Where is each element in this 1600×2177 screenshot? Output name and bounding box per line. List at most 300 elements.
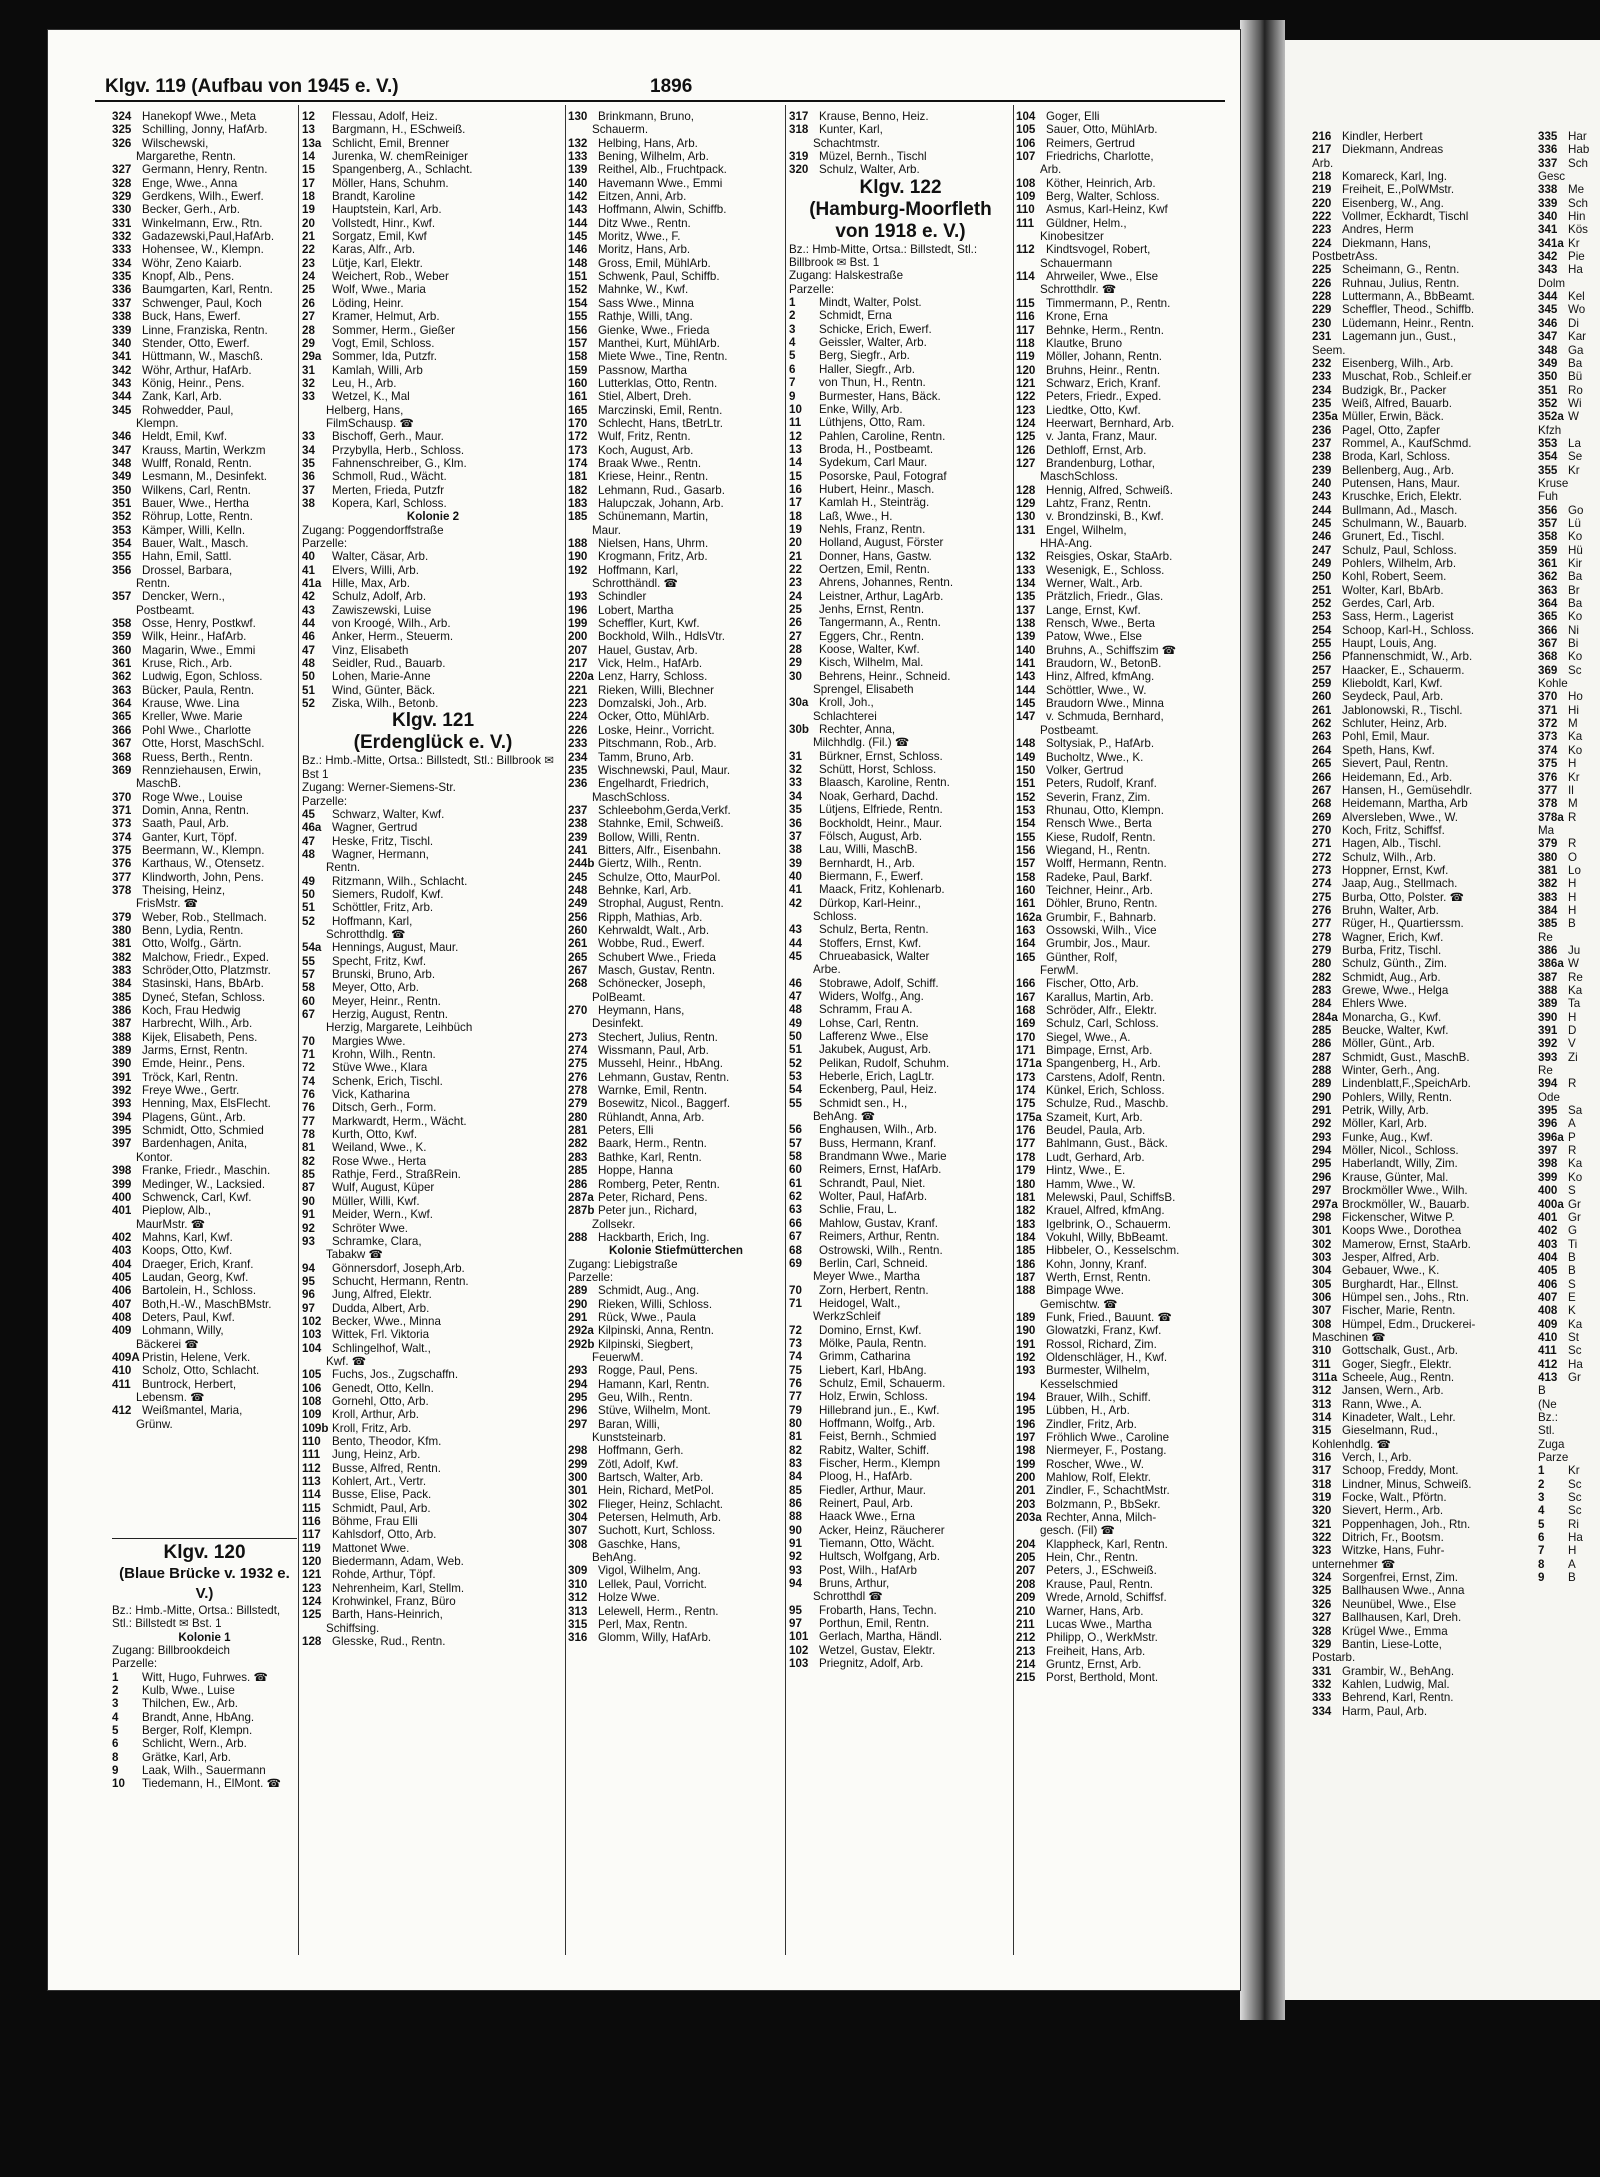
entry-line bbox=[1312, 210, 1537, 223]
parcel-number: 393 bbox=[112, 1097, 132, 1111]
entry-line bbox=[302, 1035, 564, 1048]
parcel-number: 97 bbox=[789, 1617, 802, 1631]
parcel-number: 41 bbox=[789, 883, 802, 897]
occupant-text: Barth, Hans-Heinrich, bbox=[332, 1608, 443, 1622]
occupant-text: Sch bbox=[1568, 196, 1588, 210]
parcel-number: 409 bbox=[1538, 1317, 1558, 1331]
occupant-text: Stüve, Wilhelm, Mont. bbox=[598, 1404, 711, 1418]
occupant-text: Ploog, H., HafArb. bbox=[819, 1470, 913, 1484]
parcel-number: 376 bbox=[1538, 770, 1558, 784]
parcel-number: 380 bbox=[112, 923, 132, 937]
entry-line bbox=[1538, 1104, 1600, 1117]
entry-line bbox=[302, 243, 564, 256]
entry-line bbox=[1538, 183, 1600, 196]
parcel-number: 135 bbox=[1016, 590, 1036, 604]
occupant-text: Schulz, Berta, Rentn. bbox=[819, 923, 929, 937]
entry-line bbox=[112, 977, 297, 990]
entry-line bbox=[1016, 1111, 1238, 1124]
parcel-number: 280 bbox=[1312, 957, 1332, 971]
entry-line bbox=[1016, 1551, 1238, 1564]
entry-line bbox=[1538, 290, 1600, 303]
entry-line bbox=[112, 270, 297, 283]
entry-line bbox=[568, 857, 784, 870]
parcel-number: 33 bbox=[302, 390, 315, 404]
occupant-text: Hoffmann, Karl, bbox=[598, 563, 679, 577]
entry-line bbox=[1538, 984, 1600, 997]
occupant-text: Chrueabasick, Walter bbox=[819, 949, 930, 963]
occupant-text: Knopf, Alb., Pens. bbox=[142, 270, 235, 284]
entry-line bbox=[568, 470, 784, 483]
note-line: (Ne bbox=[1538, 1397, 1557, 1411]
occupant-text: Flessau, Adolf, Heiz. bbox=[332, 110, 438, 123]
occupant-text: Hintz, Wwe., E. bbox=[1046, 1164, 1126, 1178]
entry-line bbox=[568, 737, 784, 750]
entry-line bbox=[302, 1595, 564, 1608]
entry-line bbox=[568, 1418, 784, 1431]
parcel-number: 385 bbox=[112, 990, 132, 1004]
entry-line bbox=[302, 550, 564, 563]
entry-line bbox=[302, 283, 564, 296]
parcel-number: 362 bbox=[1538, 570, 1558, 584]
entry-line bbox=[568, 1324, 784, 1337]
occupant-text: Rathje, Ferd., StraßRein. bbox=[332, 1168, 461, 1182]
occupant-text: Holz, Erwin, Schloss. bbox=[819, 1390, 928, 1404]
occupant-text: Böhme, Frau Elli bbox=[332, 1515, 418, 1529]
occupant-text: Kulb, Wwe., Luise bbox=[142, 1684, 235, 1698]
entry-line bbox=[568, 831, 784, 844]
parcel-number: 328 bbox=[112, 176, 132, 190]
occupant-text: Eitzen, Anni, Arb. bbox=[598, 190, 687, 204]
occupant-text: Nehls, Franz, Rentn. bbox=[819, 522, 926, 536]
parcel-number: 44 bbox=[789, 936, 802, 950]
occupant-text: Glomm, Willy, HafArb. bbox=[598, 1631, 712, 1645]
occupant-text: Magarin, Wwe., Emmi bbox=[142, 643, 256, 657]
entry-line bbox=[1016, 1444, 1238, 1457]
parcel-number: 342 bbox=[1538, 250, 1558, 264]
parcel-number: 325 bbox=[1312, 1584, 1332, 1598]
parcel-number: 229 bbox=[1312, 303, 1332, 317]
entry-line bbox=[789, 496, 1012, 509]
entry-line bbox=[1016, 1364, 1238, 1377]
entry-line bbox=[112, 550, 297, 563]
occupant-text: Lagemann jun., Gust., bbox=[1342, 330, 1457, 344]
parcel-number: 203 bbox=[1016, 1497, 1036, 1511]
occupant-text: Werner, Walt., Arb. bbox=[1046, 577, 1143, 591]
occupant-text: Heidemann, Martha, Arb bbox=[1342, 797, 1468, 811]
entry-line bbox=[789, 110, 1012, 123]
parcel-number: 306 bbox=[1312, 1290, 1332, 1304]
occupant-text: Wilkens, Carl, Rentn. bbox=[142, 483, 251, 497]
parcel-number: 412 bbox=[112, 1404, 132, 1418]
occupant-text: Benn, Lydia, Rentn. bbox=[142, 923, 244, 937]
entry-line bbox=[112, 337, 297, 350]
parcel-number: 334 bbox=[112, 256, 132, 270]
occupant-text: Deters, Paul, Kwf. bbox=[142, 1310, 235, 1324]
column-1 bbox=[112, 110, 297, 1431]
occupant-text: Br bbox=[1568, 583, 1580, 597]
parcel-number: 340 bbox=[112, 336, 132, 350]
parcel-number: 25 bbox=[302, 283, 315, 297]
entry-line bbox=[112, 1324, 297, 1337]
entry-line bbox=[1016, 1578, 1238, 1591]
occupant-text: Radeke, Paul, Barkf. bbox=[1046, 870, 1153, 884]
occupant-text: Rennziehausen, Erwin, bbox=[142, 763, 262, 777]
occupant-text: Miete Wwe., Tine, Rentn. bbox=[598, 350, 728, 364]
parcel-number: 296 bbox=[1312, 1170, 1332, 1184]
occupant-text: Havemann Wwe., Emmi bbox=[598, 176, 723, 190]
entry-line bbox=[1538, 370, 1600, 383]
occupant-text: Burmester, Wilhelm, bbox=[1046, 1364, 1150, 1378]
occupant-text: Wrede, Arnold, Schiffsf. bbox=[1046, 1591, 1167, 1605]
occupant-text: Krone, Erna bbox=[1046, 310, 1108, 324]
parcel-number: 40 bbox=[302, 550, 315, 564]
parcel-number: 305 bbox=[1312, 1277, 1332, 1291]
entry-line bbox=[789, 1257, 1012, 1270]
occupant-text: Gr bbox=[1568, 1210, 1581, 1224]
entry-line bbox=[789, 830, 1012, 843]
entry-line bbox=[1016, 377, 1238, 390]
occupant-text: Klautke, Bruno bbox=[1046, 336, 1123, 350]
occupant-text: Rossol, Richard, Zim. bbox=[1046, 1337, 1157, 1351]
occupant-text: Müzel, Bernh., Tischl bbox=[819, 150, 927, 164]
parcel-number: 191 bbox=[1016, 1337, 1036, 1351]
parcel-number: 171 bbox=[1016, 1044, 1036, 1058]
entry-line bbox=[789, 1043, 1012, 1056]
occupant-text: Schucht, Hermann, Rentn. bbox=[332, 1274, 469, 1288]
occupant-text: Markwardt, Herm., Wächt. bbox=[332, 1114, 467, 1128]
parcel-number: 379 bbox=[1538, 837, 1558, 851]
entry-line bbox=[789, 1404, 1012, 1417]
parcel-number: 393 bbox=[1538, 1050, 1558, 1064]
entry-line bbox=[1312, 1571, 1537, 1584]
entry-line bbox=[1016, 524, 1238, 537]
entry-line bbox=[568, 777, 784, 790]
entry-line bbox=[302, 1422, 564, 1435]
entry-line bbox=[112, 137, 297, 150]
occupant-text: Kunter, Karl, bbox=[819, 123, 883, 137]
parcel-number: 205 bbox=[1016, 1551, 1036, 1565]
parcel-number: 67 bbox=[789, 1230, 802, 1244]
parcel-number: 199 bbox=[1016, 1457, 1036, 1471]
entry-line bbox=[1312, 1224, 1537, 1237]
occupant-text: E bbox=[1568, 1290, 1576, 1304]
occupant-text: Brunski, Bruno, Arb. bbox=[332, 967, 436, 981]
parcel-number: 85 bbox=[789, 1483, 802, 1497]
occupant-text: Grunert, Ed., Tischl. bbox=[1342, 530, 1445, 544]
entry-line bbox=[1538, 1171, 1600, 1184]
entry-line bbox=[1016, 804, 1238, 817]
entry-line bbox=[789, 1430, 1012, 1443]
parcel-number: 30b bbox=[789, 723, 809, 737]
occupant-text: Oertzen, Emil, Rentn. bbox=[819, 562, 930, 576]
entry-line bbox=[1312, 183, 1537, 196]
parcel-number: 188 bbox=[568, 537, 588, 550]
occupant-text: Wetzel, K., Mal bbox=[332, 390, 410, 404]
parcel-number: 97 bbox=[302, 1301, 315, 1315]
parcel-number: 170 bbox=[1016, 1030, 1036, 1044]
parcel-number: 387 bbox=[112, 1017, 132, 1031]
occupant-text: Hillebrand jun., E., Kwf. bbox=[819, 1403, 940, 1417]
parcel-number: 92 bbox=[789, 1550, 802, 1564]
entry-line bbox=[1538, 811, 1600, 824]
occupant-text: Hümpel sen., Johs., Rtn. bbox=[1342, 1290, 1469, 1304]
parcel-number: 299 bbox=[568, 1457, 588, 1471]
entry-line bbox=[1538, 944, 1600, 957]
entry-line bbox=[302, 1208, 564, 1221]
parcel-number: 178 bbox=[1016, 1150, 1036, 1164]
occupant-text: Domino, Ernst, Kwf. bbox=[819, 1323, 922, 1337]
entry-line bbox=[1538, 1037, 1600, 1050]
parcel-number: 312 bbox=[1312, 1384, 1332, 1398]
occupant-text: Kr bbox=[1568, 1464, 1580, 1478]
occupant-text: Ko bbox=[1568, 1170, 1583, 1184]
entry-line bbox=[302, 230, 564, 243]
parcel-number: 111 bbox=[302, 1448, 321, 1462]
entry-line bbox=[1016, 991, 1238, 1004]
entry-line bbox=[1538, 1304, 1600, 1317]
entry-line bbox=[789, 323, 1012, 336]
parcel-number: 54a bbox=[302, 941, 322, 955]
entry-line bbox=[568, 951, 784, 964]
parcel-number: 118 bbox=[1016, 336, 1035, 350]
column-rule bbox=[1013, 105, 1014, 1955]
occupant-text: Buss, Hermann, Kranf. bbox=[819, 1136, 937, 1150]
entry-line bbox=[789, 1017, 1012, 1030]
occupant-text: W bbox=[1568, 410, 1579, 424]
occupant-text: Kamlah, Willi, Arb bbox=[332, 363, 423, 377]
parcel-number: 52 bbox=[302, 697, 315, 711]
parcel-number: 389 bbox=[1538, 997, 1558, 1011]
parcel-number: 399 bbox=[112, 1177, 132, 1191]
occupant-text: Laak, Wilh., Sauermann bbox=[142, 1764, 266, 1778]
parcel-number: 405 bbox=[112, 1270, 132, 1284]
occupant-text: Hoffmann, Karl, bbox=[332, 914, 413, 928]
entry-line bbox=[1312, 1157, 1537, 1170]
entry-line bbox=[302, 1488, 564, 1501]
occupant-text: Plagens, Günt., Arb. bbox=[142, 1110, 246, 1124]
parcel-number: 109 bbox=[302, 1408, 322, 1422]
occupant-text: Neunübel, Wwe., Else bbox=[1342, 1597, 1457, 1611]
occupant-text: K bbox=[1568, 1304, 1576, 1318]
entry-line bbox=[568, 217, 784, 230]
entry-line bbox=[568, 1578, 784, 1591]
entry-line bbox=[1312, 1117, 1537, 1130]
parcel-number: 221 bbox=[568, 683, 588, 697]
entry-line bbox=[302, 901, 564, 914]
entry-line bbox=[1016, 1591, 1238, 1604]
parcel-number: 261 bbox=[1312, 703, 1332, 717]
parcel-number: 8 bbox=[1538, 1557, 1545, 1571]
occupant-text: Hille, Max, Arb. bbox=[332, 577, 410, 591]
occupant-text: Wilk, Heinr., HafArb. bbox=[142, 630, 247, 644]
entry-line bbox=[1016, 1191, 1238, 1204]
parcel-number: 112 bbox=[1016, 243, 1035, 257]
entry-line bbox=[1016, 1671, 1238, 1684]
parcel-number: 398 bbox=[1538, 1157, 1558, 1171]
entry-line bbox=[789, 1484, 1012, 1497]
parcel-number: 57 bbox=[302, 967, 315, 981]
parcel-number: 342 bbox=[112, 363, 132, 377]
parcel-number: 297 bbox=[1312, 1184, 1332, 1198]
entry-line bbox=[568, 710, 784, 723]
occupant-text: Go bbox=[1568, 503, 1584, 517]
entry-line bbox=[568, 497, 784, 510]
occupant-text: Grimm, Catharina bbox=[819, 1350, 911, 1364]
entry-line bbox=[568, 297, 784, 310]
column-3 bbox=[568, 110, 784, 1645]
column-rule bbox=[565, 105, 566, 1955]
occupant-text: Bruns, Arthur, bbox=[819, 1577, 890, 1591]
entry-continuation: Margarethe, Rentn. bbox=[136, 150, 236, 164]
parcel-number: 335 bbox=[1538, 130, 1558, 143]
occupant-text: Wagner, Erich, Kwf. bbox=[1342, 930, 1444, 944]
parcel-number: 165 bbox=[1016, 950, 1036, 964]
occupant-text: Feist, Bernh., Schmied bbox=[819, 1430, 937, 1444]
parcel-number: 143 bbox=[1016, 670, 1036, 684]
parcel-number: 284a bbox=[1312, 1010, 1338, 1024]
occupant-text: Busse, Alfred, Rentn. bbox=[332, 1461, 441, 1475]
entry-line bbox=[568, 1471, 784, 1484]
parcel-number: 262 bbox=[1312, 717, 1332, 731]
occupant-text: Oldenschläger, H., Kwf. bbox=[1046, 1350, 1168, 1364]
occupant-text: S bbox=[1568, 1277, 1576, 1291]
entry-line bbox=[1016, 924, 1238, 937]
occupant-text: Domin, Anna, Rentn. bbox=[142, 803, 249, 817]
entry-continuation: Schlachterei bbox=[813, 709, 877, 723]
parcel-number: 159 bbox=[568, 363, 588, 377]
occupant-text: Baran, Willi, bbox=[598, 1417, 660, 1431]
occupant-text: Poppenhagen, Joh., Rtn. bbox=[1342, 1517, 1471, 1531]
parcel-number: 116 bbox=[1016, 310, 1035, 324]
entry-line bbox=[568, 1164, 784, 1177]
parcel-number: 186 bbox=[1016, 1257, 1036, 1271]
entry-line bbox=[1016, 817, 1238, 830]
parcel-number: 341 bbox=[112, 350, 132, 364]
entry-line bbox=[302, 444, 564, 457]
occupant-text: Schmoll, Rud., Wächt. bbox=[332, 470, 447, 484]
parcel-number: 238 bbox=[568, 817, 588, 831]
entry-line bbox=[568, 1564, 784, 1577]
entry-line bbox=[789, 1470, 1012, 1483]
parcel-number: 93 bbox=[302, 1234, 315, 1248]
entry-line bbox=[1538, 1117, 1600, 1130]
entry-line bbox=[112, 497, 297, 510]
entry-line bbox=[1016, 764, 1238, 777]
parcel-number: 73 bbox=[789, 1336, 802, 1350]
occupant-text: Kramer, Helmut, Arb. bbox=[332, 310, 440, 324]
entry-line bbox=[1016, 430, 1238, 443]
occupant-text: Sorgenfrei, Ernst, Zim. bbox=[1342, 1571, 1458, 1585]
parcel-number: 315 bbox=[1312, 1424, 1332, 1438]
entry-continuation: Postbeamt. bbox=[1040, 723, 1099, 737]
occupant-text: Rechter, Anna, bbox=[819, 723, 896, 737]
occupant-text: Lütjens, Elfriede, Rentn. bbox=[819, 803, 943, 817]
parcel-number: 335 bbox=[112, 270, 132, 284]
entry-line bbox=[1538, 1157, 1600, 1170]
parcel-number: 94 bbox=[789, 1577, 802, 1591]
parcel-number: 43 bbox=[789, 923, 802, 937]
parcel-number: 250 bbox=[1312, 570, 1332, 584]
occupant-text: Grumbir, F., Bahnarb. bbox=[1046, 910, 1157, 924]
entry-line bbox=[568, 230, 784, 243]
parcel-number: 200 bbox=[568, 630, 588, 644]
parcel-number: 71 bbox=[789, 1296, 802, 1310]
entry-line bbox=[1016, 577, 1238, 590]
parcel-number: 156 bbox=[1016, 843, 1036, 857]
entry-line bbox=[112, 163, 297, 176]
occupant-text: Gornehl, Otto, Arb. bbox=[332, 1394, 429, 1408]
parcel-number: 41 bbox=[302, 563, 315, 577]
entry-line bbox=[302, 848, 564, 861]
entry-line bbox=[789, 803, 1012, 816]
occupant-text: Busse, Elise, Pack. bbox=[332, 1488, 432, 1502]
entry-line bbox=[789, 483, 1012, 496]
parcel-number: 14 bbox=[302, 150, 315, 164]
occupant-text: Dencker, Wern., bbox=[142, 590, 225, 604]
section-entries bbox=[112, 1671, 297, 1791]
parcel-number: 51 bbox=[302, 683, 315, 697]
entry-line bbox=[1312, 170, 1537, 183]
entry-line bbox=[1312, 771, 1537, 784]
entry-line bbox=[789, 817, 1012, 830]
occupant-text: Meyer, Otto, Arb. bbox=[332, 981, 419, 995]
entry-line bbox=[1016, 1244, 1238, 1257]
entry-line bbox=[568, 1524, 784, 1537]
occupant-text: Bruhns, A., Schiffszim ☎ bbox=[1046, 643, 1177, 657]
parcel-number: 223 bbox=[568, 697, 588, 711]
parcel-number: 263 bbox=[1312, 730, 1332, 744]
occupant-text: Pohl Wwe., Charlotte bbox=[142, 723, 251, 737]
occupant-text: Döhler, Bruno, Rentn. bbox=[1046, 897, 1158, 911]
parcel-number: 354 bbox=[1538, 450, 1558, 464]
entry-line bbox=[568, 1458, 784, 1471]
entry-continuation: FrisMstr. ☎ bbox=[136, 897, 199, 911]
occupant-text: Zindler, F., SchachtMstr. bbox=[1046, 1484, 1170, 1498]
entry-line bbox=[1538, 1504, 1600, 1517]
occupant-text: Biedermann, Adam, Web. bbox=[332, 1555, 464, 1569]
entry-line bbox=[112, 1244, 297, 1257]
parcel-number: 84 bbox=[789, 1470, 802, 1484]
entry-continuation: B bbox=[1538, 1384, 1546, 1398]
occupant-text: Schulz, Günth., Zim. bbox=[1342, 957, 1448, 971]
parcel-number: 50 bbox=[302, 887, 315, 901]
occupant-text: Friedrichs, Charlotte, bbox=[1046, 150, 1154, 164]
occupant-text: Wolter, Paul, HafArb. bbox=[819, 1190, 928, 1204]
section-title: Klgv. 120 bbox=[163, 1542, 246, 1563]
occupant-text: Brinkmann, Bruno, bbox=[598, 110, 695, 123]
occupant-text: Jansen, Wern., Arb. bbox=[1342, 1384, 1444, 1398]
occupant-text: Schindler bbox=[598, 590, 647, 604]
occupant-text: Ditrich, Fr., Bootsm. bbox=[1342, 1531, 1444, 1545]
parcel-number: 149 bbox=[1016, 750, 1036, 764]
occupant-text: Grewe, Wwe., Helga bbox=[1342, 984, 1449, 997]
parcel-number: 124 bbox=[302, 1595, 322, 1609]
parcel-number: 76 bbox=[302, 1088, 315, 1102]
entry-line bbox=[789, 1377, 1012, 1390]
entry-line bbox=[112, 617, 297, 630]
parcel-number: 190 bbox=[1016, 1324, 1036, 1338]
parcel-number: 339 bbox=[1538, 196, 1558, 210]
parcel-number: 411 bbox=[1538, 1344, 1557, 1358]
occupant-text: Linne, Franziska, Rentn. bbox=[142, 323, 268, 337]
occupant-text: Engel, Wilhelm, bbox=[1046, 523, 1127, 537]
occupant-text: Wetzel, Gustav, Elektr. bbox=[819, 1643, 936, 1657]
parcel-number: 333 bbox=[1312, 1691, 1332, 1705]
parcel-number: 280 bbox=[568, 1110, 588, 1124]
entry-line bbox=[568, 510, 784, 523]
parcel-number: 130 bbox=[568, 110, 588, 123]
entry-line bbox=[112, 1258, 297, 1271]
